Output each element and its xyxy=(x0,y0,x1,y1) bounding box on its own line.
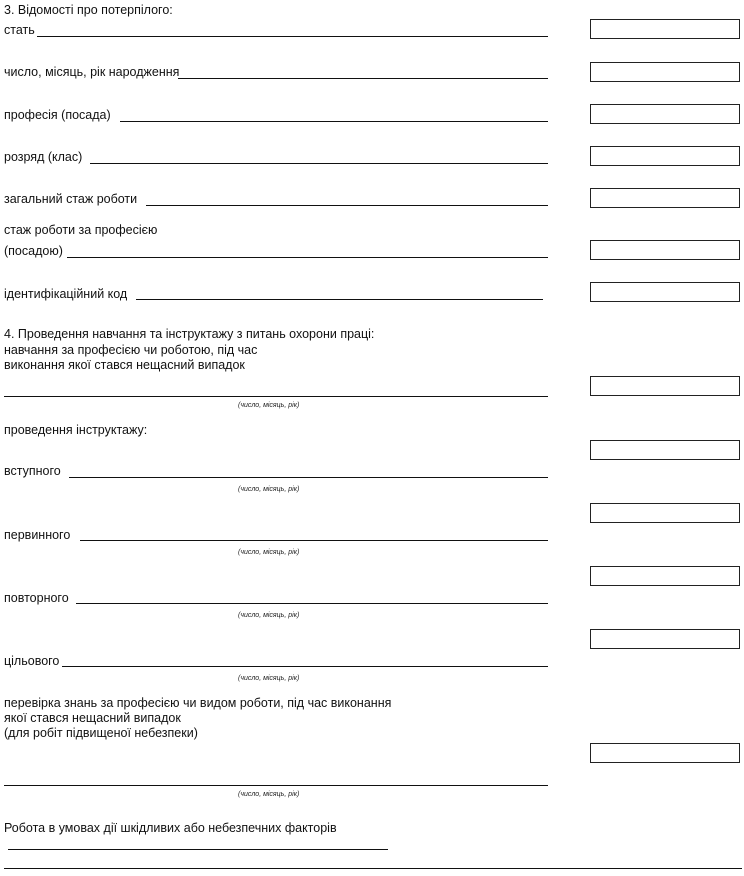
primary-briefing-input-line[interactable] xyxy=(80,540,548,541)
total-experience-input-line[interactable] xyxy=(146,205,548,206)
briefing-code-box-2[interactable] xyxy=(590,503,740,523)
briefing-code-box-4[interactable] xyxy=(590,629,740,649)
knowledge-check-label-line2: якої стався нещасний випадок xyxy=(4,711,181,725)
targeted-briefing-input-line[interactable] xyxy=(62,666,548,667)
id-code-label: ідентифікаційний код xyxy=(4,287,128,301)
sex-code-box[interactable] xyxy=(590,19,740,39)
repeated-briefing-input-line[interactable] xyxy=(76,603,548,604)
knowledge-check-date-input-line[interactable] xyxy=(4,785,548,786)
profession-experience-code-box[interactable] xyxy=(590,240,740,260)
grade-input-line[interactable] xyxy=(90,163,548,164)
hazard-factors-label: Робота в умовах дії шкідливих або небезпечних факторів xyxy=(4,821,337,835)
knowledge-check-label-line3: (для робіт підвищеної небезпеки) xyxy=(4,726,198,740)
briefing-code-box-3[interactable] xyxy=(590,566,740,586)
primary-date-caption: (число, місяць, рік) xyxy=(238,549,300,556)
training-code-box[interactable] xyxy=(590,376,740,396)
introductory-date-caption: (число, місяць, рік) xyxy=(238,486,300,493)
introductory-briefing-input-line[interactable] xyxy=(69,477,548,478)
knowledge-check-date-caption: (число, місяць, рік) xyxy=(238,791,300,798)
total-experience-label: загальний стаж роботи xyxy=(4,192,138,206)
grade-label: розряд (клас) xyxy=(4,150,83,164)
section-4-heading: 4. Проведення навчання та інструктажу з питань охорони праці: xyxy=(4,327,375,341)
id-code-input-line[interactable] xyxy=(136,299,543,300)
introductory-briefing-label: вступного xyxy=(4,464,61,478)
profession-experience-label: стаж роботи за професією xyxy=(4,223,158,237)
training-date-caption: (число, місяць, рік) xyxy=(238,402,300,409)
knowledge-check-label-line1: перевірка знань за професією чи видом роботи, під час виконання xyxy=(4,696,392,710)
birth-date-input-line[interactable] xyxy=(178,78,548,79)
total-experience-code-box[interactable] xyxy=(590,188,740,208)
training-label-line2: виконання якої стався нещасний випадок xyxy=(4,358,245,372)
profession-label: професія (посада) xyxy=(4,108,111,122)
training-label-line1: навчання за професією чи роботою, під час xyxy=(4,343,258,357)
hazard-factors-input-line-2[interactable] xyxy=(4,868,742,869)
birth-date-label: число, місяць, рік народження xyxy=(4,65,180,79)
hazard-factors-input-line-1[interactable] xyxy=(8,849,388,850)
repeated-briefing-label: повторного xyxy=(4,591,69,605)
repeated-date-caption: (число, місяць, рік) xyxy=(238,612,300,619)
primary-briefing-label: первинного xyxy=(4,528,71,542)
profession-experience-label-2: (посадою) xyxy=(4,244,63,258)
sex-input-line[interactable] xyxy=(37,36,548,37)
training-date-input-line[interactable] xyxy=(4,396,548,397)
profession-experience-input-line[interactable] xyxy=(67,257,548,258)
sex-label: стать xyxy=(4,23,35,37)
id-code-box[interactable] xyxy=(590,282,740,302)
briefing-code-box-1[interactable] xyxy=(590,440,740,460)
birth-date-code-box[interactable] xyxy=(590,62,740,82)
targeted-briefing-label: цільового xyxy=(4,654,60,668)
targeted-date-caption: (число, місяць, рік) xyxy=(238,675,300,682)
section-3-heading: 3. Відомості про потерпілого: xyxy=(4,3,173,17)
knowledge-check-code-box[interactable] xyxy=(590,743,740,763)
briefing-heading: проведення інструктажу: xyxy=(4,423,148,437)
grade-code-box[interactable] xyxy=(590,146,740,166)
profession-input-line[interactable] xyxy=(120,121,548,122)
profession-code-box[interactable] xyxy=(590,104,740,124)
